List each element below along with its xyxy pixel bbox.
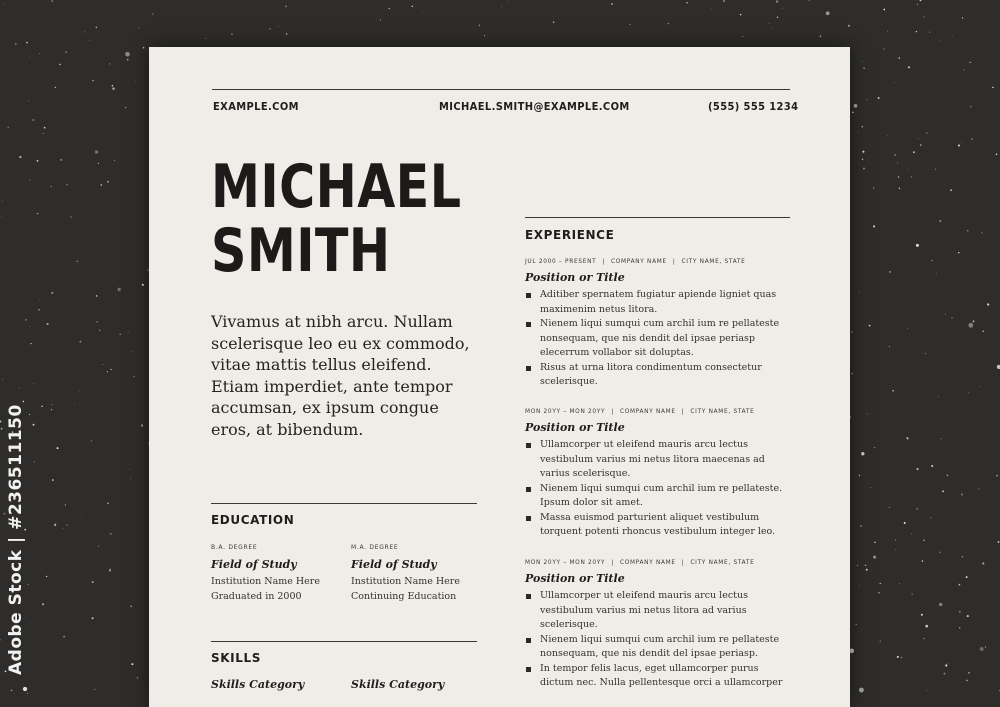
- header-rule: [212, 89, 790, 90]
- list-item: In tempor felis lacus, eget ullamcorper purus dictum nec. Nulla pellentesque orci a ullamcorper: [525, 662, 793, 691]
- list-item: Nienem liqui sumqui cum archil ium re pellateste nonsequam, que nis dendit del ipsae periasp.: [525, 633, 793, 662]
- last-name: SMITH: [211, 216, 391, 286]
- job-bullets: [525, 438, 793, 540]
- education-item: [211, 544, 346, 604]
- job-bullets: [525, 589, 793, 691]
- list-item: Massa euismod parturient aliquet vestibulum torquent potenti rhoncus vestibulum integer leo.: [525, 511, 793, 540]
- experience-entry: [525, 560, 793, 691]
- education-item: [351, 544, 486, 604]
- job-dates: MON 20YY – MON 20YY: [525, 560, 606, 566]
- experience-entry: [525, 259, 793, 390]
- resume-page: [149, 47, 850, 707]
- job-bullets: [525, 288, 793, 390]
- job-meta: JUL 2000 – PRESENT | COMPANY NAME | CITY NAME, STATE: [525, 259, 746, 265]
- skills-rule: [211, 641, 477, 642]
- email-text: MICHAEL.SMITH@EXAMPLE.COM: [439, 100, 630, 113]
- job-location: CITY NAME, STATE: [690, 409, 755, 415]
- education-rule: [211, 503, 477, 504]
- list-item: Nienem liqui sumqui cum archil ium re pellateste nonsequam, que nis dendit del ipsae periasp elecerrum vollabor sit doluptas.: [525, 317, 793, 361]
- job-location: CITY NAME, STATE: [681, 259, 746, 265]
- education-note: Continuing Education: [351, 591, 457, 602]
- skills-heading: SKILLS: [211, 651, 261, 665]
- list-item: Risus at urna litora condimentum consectetur scelerisque.: [525, 361, 793, 390]
- job-position: Position or Title: [525, 572, 625, 585]
- institution-name: Institution Name Here: [351, 576, 460, 587]
- job-meta: MON 20YY – MON 20YY | COMPANY NAME | CITY NAME, STATE: [525, 560, 755, 566]
- website-text: EXAMPLE.COM: [213, 100, 299, 113]
- education-note: Graduated in 2000: [211, 591, 302, 602]
- experience-rule: [525, 217, 790, 218]
- field-of-study: Field of Study: [351, 558, 437, 571]
- experience-heading: EXPERIENCE: [525, 228, 615, 242]
- list-item: Ullamcorper ut eleifend mauris arcu lectus vestibulum varius mi netus litora maecenas ad varius scelerisque.: [525, 438, 793, 482]
- institution-name: Institution Name Here: [211, 576, 320, 587]
- intro-paragraph: Vivamus at nibh arcu. Nullam scelerisque leo eu ex commodo, vitae mattis tellus eleifend. Etiam imperdiet, ante tempor accumsan, ex ipsum congue eros, at bibendum.: [211, 312, 470, 439]
- field-of-study: Field of Study: [211, 558, 297, 571]
- first-name: MICHAEL: [211, 152, 462, 222]
- company-name: COMPANY NAME: [619, 409, 676, 415]
- education-heading: EDUCATION: [211, 513, 295, 527]
- job-dates: JUL 2000 – PRESENT: [525, 259, 597, 265]
- list-item: Nienem liqui sumqui cum archil ium re pellateste. Ipsum dolor sit amet.: [525, 482, 793, 511]
- side-watermark: Adobe Stock | #236511150: [6, 404, 26, 675]
- degree-label: B.A. DEGREE: [211, 544, 258, 551]
- job-dates: MON 20YY – MON 20YY: [525, 409, 606, 415]
- list-item: Aditiber spernatem fugiatur apiende ligniet quas maximenim netus litora.: [525, 288, 793, 317]
- phone-text: (555) 555 1234: [708, 100, 799, 113]
- degree-label: M.A. DEGREE: [351, 544, 399, 551]
- applicant-name: [211, 152, 462, 286]
- skills-category: Skills Category: [351, 678, 445, 691]
- job-position: Position or Title: [525, 421, 625, 434]
- company-name: COMPANY NAME: [611, 259, 667, 265]
- job-location: CITY NAME, STATE: [690, 560, 755, 566]
- job-meta: MON 20YY – MON 20YY | COMPANY NAME | CITY NAME, STATE: [525, 409, 755, 415]
- experience-entry: [525, 409, 793, 540]
- list-item: Ullamcorper ut eleifend mauris arcu lectus vestibulum varius mi netus litora ad varius scelerisque.: [525, 589, 793, 633]
- company-name: COMPANY NAME: [619, 560, 676, 566]
- job-position: Position or Title: [525, 271, 625, 284]
- skills-category: Skills Category: [211, 678, 305, 691]
